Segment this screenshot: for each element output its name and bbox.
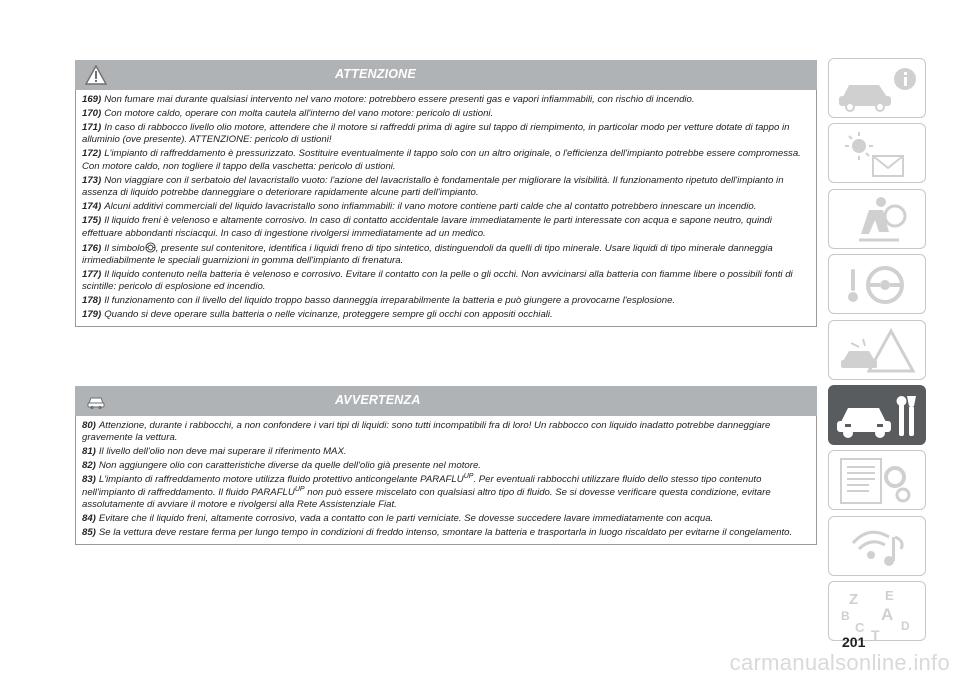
list-item: 172) L'impianto di raffreddamento è pressurizzato. Sostituire eventualmente il tappo solo con un altro originale, o l'efficienza dell'impianto potrebbe essere compromessa. Con motore caldo, non togliere il tappo della vaschetta: pericolo di ustioni.: [82, 148, 801, 172]
index-letter: D: [901, 619, 910, 634]
attention-header: [75, 60, 817, 90]
list-item: 171) In caso di rabbocco livello olio motore, attendere che il motore si raffreddi prima di agire sul tappo di riempimento, in particolar modo per vetture dotate di tappo in alluminio (ove presente). ATTENZIONE: pericolo di ustioni!: [82, 122, 790, 146]
list-item: 169) Non fumare mai durante qualsiasi intervento nel vano motore: potrebbero essere presenti gas e vapori infiammabili, con rischio di incendio.: [82, 94, 695, 105]
list-item: 175) Il liquido freni è velenoso e altamente corrosivo. In caso di contatto accidentale lavare immediatamente le parti interessate con acqua e sapone neutro, quindi effettuare abbondanti risciacqui. In caso di ingestione rivolgersi immediatamente ad un medico.: [82, 215, 772, 239]
index-letter: E: [885, 588, 894, 604]
steering-wheel-icon[interactable]: [828, 254, 926, 314]
warning-title: AVVERTENZA: [335, 393, 421, 407]
attention-body: [75, 90, 817, 327]
list-item: 81) Il livello dell'olio non deve mai superare il riferimento MAX.: [82, 446, 347, 458]
warning-section: [75, 386, 817, 545]
safety-airbag-icon[interactable]: [828, 189, 926, 249]
chapter-sidebar: [828, 58, 928, 647]
technical-data-icon[interactable]: [828, 450, 926, 510]
index-letter: C: [855, 620, 865, 636]
warning-header: [75, 386, 817, 416]
dashboard-lights-icon[interactable]: [828, 123, 926, 183]
watermark: carmanualsonline.info: [729, 650, 950, 675]
list-item: 179) Quando si deve operare sulla batteria o nelle vicinanze, proteggere sempre gli occhi con appositi occhiali.: [82, 309, 553, 321]
list-item: 83) L'impianto di raffreddamento motore utilizza fluido protettivo anticongelante $PARAFLU^{UP}$. Per eventuali rabbocchi utilizzare fluido dello stesso tipo contenuto nell'impianto di raffreddamento. Il fluido $PARAFLU^{UP}$ non può essere miscelato con qualsiasi altro tipo di fluido. Se si dovesse verificare questa condizione, evitare assolutamente di avviare il motore e rivolgersi alla Rete Assistenziale Fiat.: [82, 473, 771, 511]
index-icon[interactable]: [828, 581, 926, 641]
multimedia-icon[interactable]: [828, 516, 926, 576]
list-item: 82) Non aggiungere olio con caratteristiche diverse da quelle dell'olio già presente nel motore.: [82, 460, 481, 472]
list-item: 173) Non viaggiare con il serbatoio del lavacristallo vuoto: l'azione del lavacristallo è fondamentale per migliorare la visibilità. Il funzionamento ripetuto dell'impianto in assenza di liquido potrebbe danneggiare o deteriorare rapidamente alcune parti dell'impianto.: [82, 174, 784, 199]
warning-body: [75, 416, 817, 545]
emergency-icon[interactable]: [828, 320, 926, 380]
page-number: 201: [842, 634, 866, 650]
index-letter: A: [881, 605, 894, 625]
list-item: 174) Alcuni additivi commerciali del liquido lavacristallo sono infiammabili: il vano motore contiene parti calde che al contatto potrebbero innescare un incendio.: [82, 201, 757, 213]
index-letter: Z: [849, 591, 859, 609]
synthetic-brake-fluid-icon: [145, 242, 156, 253]
list-item: 84) Evitare che il liquido freni, altamente corrosivo, vada a contatto con le parti verniciate. Se dovesse succedere lavare immediatamente con acqua.: [82, 513, 714, 525]
maintenance-icon[interactable]: [828, 385, 926, 445]
attention-title: ATTENZIONE: [335, 67, 416, 81]
car-info-icon[interactable]: [828, 58, 926, 118]
list-item: 177) Il liquido contenuto nella batteria è velenoso e corrosivo. Evitare il contatto con la pelle o gli occhi. Non avvicinarsi alla batteria con fiamme libere o possibili fonti di scintille: pericolo di esplosione ed incendio.: [82, 269, 793, 293]
index-letter: T: [871, 627, 880, 643]
list-item: 176) Il simbolo , presente sul contenitore, identifica i liquidi freno di tipo sintetico, distinguendoli da quelli di tipo minerale. Usare liquidi di tipo minerale danneggia irrimediabilmente le speciali guarnizioni in gomma dell'impianto di frenatura.: [82, 242, 773, 267]
list-item: 178) Il funzionamento con il livello del liquido troppo basso danneggia irreparabilmente la batteria e può giungere a provocarne l'esplosione.: [82, 295, 676, 307]
index-letter: B: [841, 609, 850, 624]
list-item: 85) Se la vettura deve restare ferma per lungo tempo in condizioni di freddo intenso, smontare la batteria e trasportarla in luogo riscaldato per evitarne il congelamento.: [82, 527, 793, 539]
list-item: 170) Con motore caldo, operare con molta cautela all'interno del vano motore: pericolo di ustioni.: [82, 108, 494, 119]
list-item: 80) Attenzione, durante i rabbocchi, a non confondere i vari tipi di liquidi: sono tutti incompatibili fra di loro! Un rabbocco con liquido inadatto potrebbe danneggiare gravemente la vettura.: [82, 420, 771, 444]
attention-section: [75, 60, 817, 327]
